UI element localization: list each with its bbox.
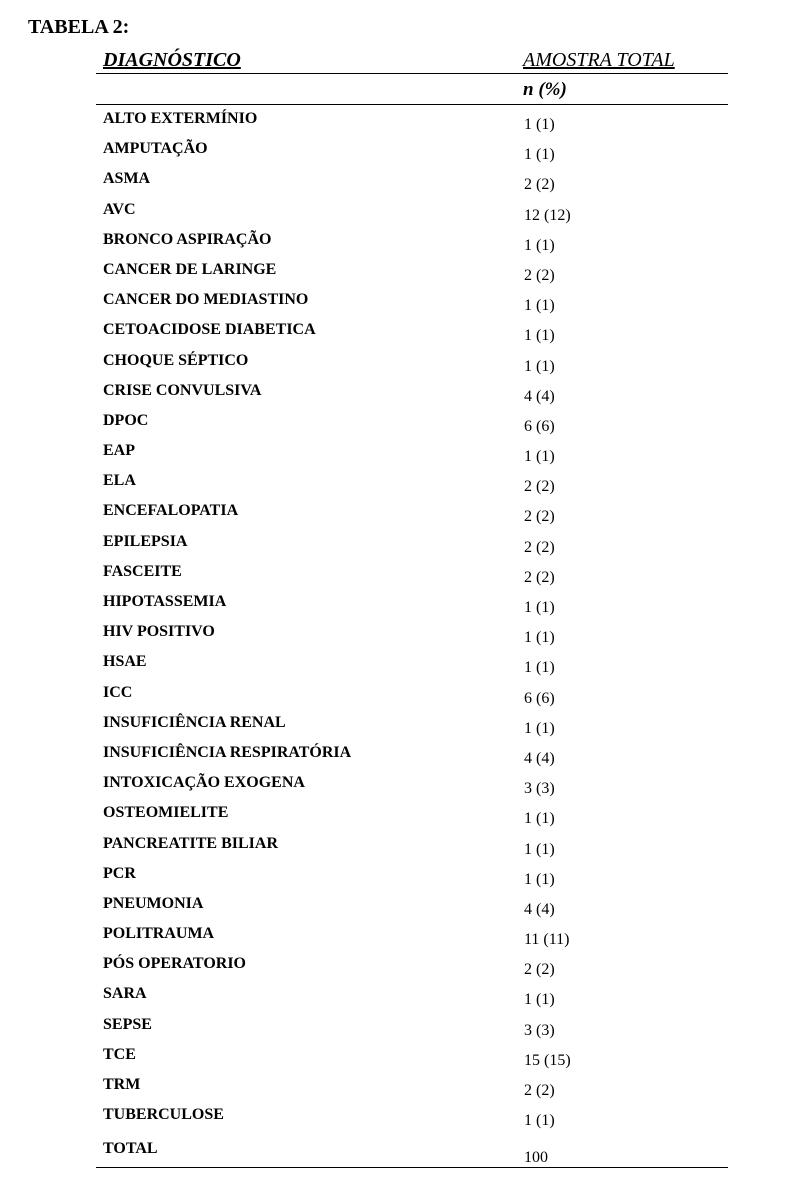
diagnosis-cell: DPOC bbox=[103, 411, 149, 429]
sample-value-cell: 1 (1) bbox=[524, 991, 555, 1009]
table-row bbox=[96, 226, 728, 256]
table-subheader-row bbox=[96, 74, 728, 105]
table-row bbox=[96, 105, 728, 135]
table-row bbox=[96, 558, 728, 588]
diagnosis-cell: PCR bbox=[103, 864, 136, 882]
sample-value-cell: 3 (3) bbox=[524, 780, 555, 798]
diagnosis-table bbox=[96, 47, 728, 1168]
sample-value-cell: 2 (2) bbox=[524, 266, 555, 284]
table-row bbox=[96, 196, 728, 226]
table-row bbox=[96, 739, 728, 769]
sample-value-cell: 1 (1) bbox=[524, 236, 555, 254]
table-row bbox=[96, 648, 728, 678]
sample-value-cell: 2 (2) bbox=[524, 176, 555, 194]
table-row bbox=[96, 799, 728, 829]
table-row bbox=[96, 890, 728, 920]
diagnosis-cell: INSUFICIÊNCIA RESPIRATÓRIA bbox=[103, 743, 352, 761]
diagnosis-cell: FASCEITE bbox=[103, 562, 182, 580]
diagnosis-cell: ENCEFALOPATIA bbox=[103, 502, 239, 520]
diagnosis-cell: BRONCO ASPIRAÇÃO bbox=[103, 230, 272, 248]
table-row bbox=[96, 377, 728, 407]
table-row bbox=[96, 256, 728, 286]
sample-value-cell: 1 (1) bbox=[524, 327, 555, 345]
diagnosis-cell: EAP bbox=[103, 442, 135, 460]
diagnosis-cell: ALTO EXTERMÍNIO bbox=[103, 110, 258, 127]
diagnosis-cell: PÓS OPERATORIO bbox=[103, 955, 246, 973]
table-row bbox=[96, 135, 728, 165]
sample-value-cell: 2 (2) bbox=[524, 508, 555, 526]
table-row bbox=[96, 165, 728, 195]
total-label: TOTAL bbox=[103, 1140, 158, 1158]
sample-value-cell: 2 (2) bbox=[524, 1082, 555, 1099]
diagnosis-cell: ASMA bbox=[103, 170, 151, 188]
table-row bbox=[96, 407, 728, 437]
diagnosis-cell: CHOQUE SÉPTICO bbox=[103, 351, 249, 369]
sample-value-cell: 2 (2) bbox=[524, 538, 555, 556]
diagnosis-cell: INTOXICAÇÃO EXOGENA bbox=[103, 774, 305, 792]
diagnosis-cell: CANCER DE LARINGE bbox=[103, 260, 277, 278]
diagnosis-cell: CRISE CONVULSIVA bbox=[103, 381, 262, 399]
diagnosis-cell: HSAE bbox=[103, 653, 147, 671]
table-row bbox=[96, 1041, 728, 1071]
sample-value-cell: 1 (1) bbox=[524, 870, 555, 888]
table-row bbox=[96, 286, 728, 316]
diagnosis-cell: CANCER DO MEDIASTINO bbox=[103, 291, 309, 309]
sample-value-cell: 12 (12) bbox=[524, 206, 571, 224]
diagnosis-cell: AVC bbox=[103, 200, 136, 218]
sample-value-cell: 1 (1) bbox=[524, 810, 555, 828]
table-row bbox=[96, 1011, 728, 1041]
table-body bbox=[96, 105, 728, 1131]
sample-value-cell: 1 (1) bbox=[524, 599, 555, 616]
diagnosis-cell: PANCREATITE BILIAR bbox=[103, 834, 278, 852]
table-row bbox=[96, 467, 728, 497]
table-row bbox=[96, 679, 728, 709]
table-row bbox=[96, 1101, 728, 1131]
table-row bbox=[96, 950, 728, 980]
diagnosis-cell: HIPOTASSEMIA bbox=[103, 593, 227, 610]
diagnosis-cell: ICC bbox=[103, 683, 133, 701]
table-row bbox=[96, 497, 728, 527]
diagnosis-cell: TRM bbox=[103, 1076, 141, 1093]
sample-value-cell: 4 (4) bbox=[524, 900, 555, 918]
table-row bbox=[96, 528, 728, 558]
sample-value-cell: 4 (4) bbox=[524, 749, 555, 767]
table-row bbox=[96, 830, 728, 860]
table-row bbox=[96, 709, 728, 739]
total-value: 100 bbox=[524, 1149, 548, 1167]
table-row bbox=[96, 347, 728, 377]
table-row bbox=[96, 588, 728, 618]
table-caption: TABELA 2: bbox=[28, 16, 130, 38]
table-row bbox=[96, 1071, 728, 1101]
diagnosis-cell: INSUFICIÊNCIA RENAL bbox=[103, 713, 286, 731]
column-unit-label: n (%) bbox=[523, 79, 567, 100]
sample-value-cell: 1 (1) bbox=[524, 840, 555, 858]
diagnosis-cell: POLITRAUMA bbox=[103, 925, 215, 943]
sample-value-cell: 1 (1) bbox=[524, 297, 555, 315]
sample-value-cell: 6 (6) bbox=[524, 417, 555, 435]
column-header-diagnostico: DIAGNÓSTICO bbox=[103, 49, 241, 71]
sample-value-cell: 11 (11) bbox=[524, 931, 570, 949]
table-row bbox=[96, 316, 728, 346]
sample-value-cell: 2 (2) bbox=[524, 961, 555, 979]
table-row bbox=[96, 980, 728, 1010]
diagnosis-cell: TUBERCULOSE bbox=[103, 1106, 224, 1124]
diagnosis-cell: PNEUMONIA bbox=[103, 894, 204, 912]
sample-value-cell: 1 (1) bbox=[524, 116, 555, 133]
table-total-row bbox=[96, 1131, 728, 1168]
sample-value-cell: 1 (1) bbox=[524, 719, 555, 737]
sample-value-cell: 1 (1) bbox=[524, 448, 555, 466]
table-row bbox=[96, 437, 728, 467]
sample-value-cell: 1 (1) bbox=[524, 1112, 555, 1130]
sample-value-cell: 1 (1) bbox=[524, 659, 555, 677]
sample-value-cell: 4 (4) bbox=[524, 387, 555, 405]
sample-value-cell: 2 (2) bbox=[524, 568, 555, 586]
diagnosis-cell: AMPUTAÇÃO bbox=[103, 140, 208, 158]
table-header-row bbox=[96, 47, 728, 74]
sample-value-cell: 1 (1) bbox=[524, 629, 555, 647]
sample-value-cell: 15 (15) bbox=[524, 1051, 571, 1069]
table-row bbox=[96, 618, 728, 648]
diagnosis-cell: CETOACIDOSE DIABETICA bbox=[103, 321, 316, 339]
sample-value-cell: 6 (6) bbox=[524, 689, 555, 707]
diagnosis-cell: SARA bbox=[103, 985, 147, 1003]
table-row bbox=[96, 860, 728, 890]
diagnosis-cell: HIV POSITIVO bbox=[103, 623, 215, 641]
diagnosis-cell: EPILEPSIA bbox=[103, 532, 188, 550]
sample-value-cell: 3 (3) bbox=[524, 1021, 555, 1039]
column-header-amostra-total: AMOSTRA TOTAL bbox=[523, 49, 675, 71]
table-row bbox=[96, 769, 728, 799]
sample-value-cell: 1 (1) bbox=[524, 357, 555, 375]
diagnosis-cell: TCE bbox=[103, 1045, 136, 1063]
diagnosis-cell: SEPSE bbox=[103, 1015, 152, 1033]
diagnosis-cell: ELA bbox=[103, 472, 136, 490]
sample-value-cell: 2 (2) bbox=[524, 478, 555, 496]
diagnosis-cell: OSTEOMIELITE bbox=[103, 804, 229, 822]
table-row bbox=[96, 920, 728, 950]
sample-value-cell: 1 (1) bbox=[524, 146, 555, 164]
